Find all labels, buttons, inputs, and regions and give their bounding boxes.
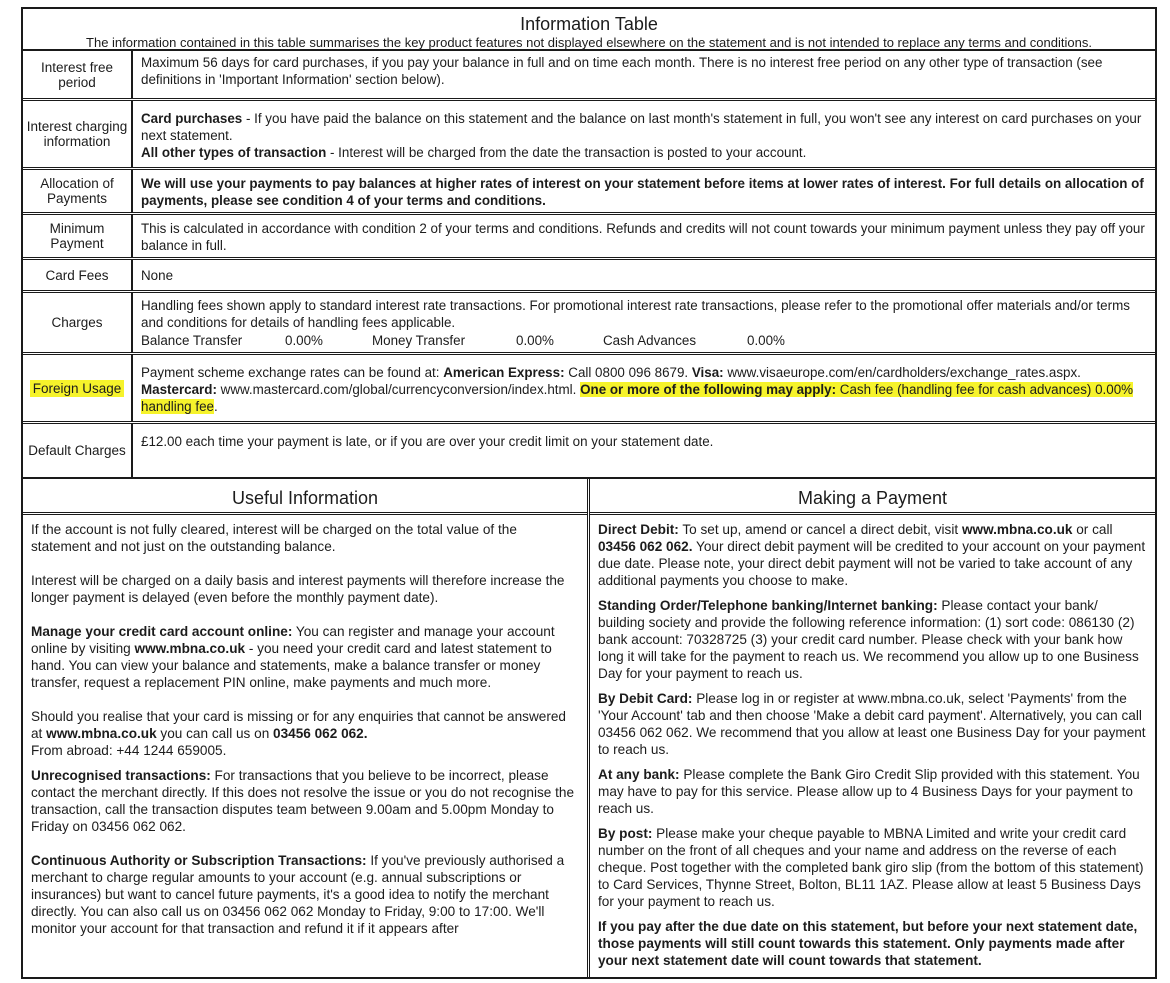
row-allocation-of-payments <box>23 170 1155 215</box>
row-label: Interest charging information <box>23 101 133 167</box>
any-bank-paragraph: At any bank: Please complete the Bank Giro Credit Slip provided with this statement. You may have to pay for this service. Please allow up to 4 Business Days for your payment to reach us. <box>598 767 1140 816</box>
foreign-usage-text: Payment scheme exchange rates can be found at: American Express: Call 0800 096 8679. Visa: www.visaeurope.com/en/cardholders/exchange_rates.aspx. Mastercard: www.mastercard.com/global/currencyconversion/index.html. One or more of the following may apply: Cash fee (handling fee for cash advances) 0.00% handling fee. <box>141 365 1134 414</box>
late-payment-paragraph: If you pay after the due date on this statement, but before your next statement date, those payments will still count towards this statement. Only payments made after your next statement date will count towards that statement. <box>598 919 1138 968</box>
handling-fee-rates <box>141 332 1147 349</box>
useful-info-paragraph: Interest will be charged on a daily basis and interest payments will therefore increase the longer payment is delayed (even before the monthly payment date). <box>31 573 565 605</box>
useful-info-paragraph: If the account is not fully cleared, interest will be charged on the total value of the statement and not just on the outstanding balance. <box>31 522 517 554</box>
interest-free-text: Maximum 56 days for card purchases, if you pay your balance in full and on time each month. There is no interest free period on any other type of transaction (see definitions in 'Important Information' section below). <box>141 55 1103 87</box>
allocation-text: We will use your payments to pay balances at higher rates of interest on your statement before items at lower rates of interest. For full details on allocation of payments, please see condition 4 of your terms and conditions. <box>141 176 1144 208</box>
row-content <box>133 260 1155 290</box>
foreign-usage-highlight: One or more of the following may apply: Cash fee (handling fee for cash advances) 0.00% handling fee <box>141 382 1134 414</box>
row-default-charges <box>23 424 1155 477</box>
default-charges-text: £12.00 each time your payment is late, or if you are over your credit limit on your statement date. <box>141 434 714 449</box>
by-post-paragraph: By post: Please make your cheque payable to MBNA Limited and write your credit card number on the front of all cheques and your name and address on the reverse of each cheque. Post together with the completed bank giro slip (from the bottom of this statement) to Card Services, Thynne Street, Bolton, BL11 1AZ. Please allow at least 5 Business Days for your payment to reach us. <box>598 826 1144 909</box>
row-content <box>133 424 1155 477</box>
missing-card-paragraph: Should you realise that your card is missing or for any enquiries that cannot be answered at www.mbna.co.uk you can call us on 03456 062 062. From abroad: +44 1244 659005. <box>31 709 566 758</box>
row-label: Card Fees <box>23 260 133 290</box>
row-foreign-usage <box>23 355 1155 424</box>
row-label: Interest free period <box>23 51 133 98</box>
balance-transfer-value: 0.00% <box>285 333 323 348</box>
row-interest-charging <box>23 101 1155 170</box>
information-table-header <box>23 9 1155 51</box>
row-label: Minimum Payment <box>23 215 133 257</box>
row-content <box>133 170 1155 212</box>
row-content <box>133 101 1155 167</box>
money-transfer-value: 0.00% <box>516 333 554 348</box>
information-table <box>21 7 1157 479</box>
balance-transfer-label: Balance Transfer <box>141 333 243 348</box>
row-charges <box>23 293 1155 355</box>
card-fees-text: None <box>141 268 174 283</box>
row-content <box>133 355 1155 421</box>
other-transactions-text: All other types of transaction - Interest will be charged from the date the transaction is posted to your account. <box>141 145 807 160</box>
row-label: Allocation of Payments <box>23 170 133 212</box>
foreign-usage-label-highlight: Foreign Usage <box>30 380 125 397</box>
useful-information-panel <box>23 479 590 977</box>
useful-information-title: Useful Information <box>23 479 587 515</box>
information-table-title: Information Table <box>520 14 658 34</box>
useful-information-body <box>23 515 587 960</box>
direct-debit-paragraph: Direct Debit: To set up, amend or cancel a direct debit, visit www.mbna.co.uk or call 03456 062 062. Your direct debit payment will be credited to your account on your payment due date. Please note, your direct debit payment will not be varied to take account of any additional payments you choose to make. <box>598 522 1146 588</box>
row-interest-free-period <box>23 51 1155 101</box>
row-label: Charges <box>23 293 133 352</box>
row-content <box>133 293 1155 352</box>
row-label: Default Charges <box>23 424 133 477</box>
other-transactions-heading: All other types of transaction <box>141 145 327 160</box>
cash-advances-label: Cash Advances <box>603 333 697 348</box>
unrecognised-transactions-paragraph: Unrecognised transactions: For transactions that you believe to be incorrect, please contact the merchant directly. If this does not resolve the issue or you do not recognise the transaction, call the transaction disputes team between 9.00am and 5.00pm Monday to Friday on 03456 062 062. <box>31 768 575 834</box>
card-purchases-heading: Card purchases <box>141 111 243 126</box>
debit-card-paragraph: By Debit Card: Please log in or register at www.mbna.co.uk, select 'Payments' from the 'Your Account' tab and then choose 'Make a debit card payment'. Alternatively, you can call 03456 062 062. We recommend that you allow at least one Business Day for your payment to reach us. <box>598 691 1146 757</box>
row-content <box>133 51 1155 98</box>
standing-order-paragraph: Standing Order/Telephone banking/Internet banking: Please contact your bank/ building society and provide the following reference information: (1) sort code: 086130 (2) bank account: 70328725 (3) your credit card number. Please check with your bank how long it will take for the payment to reach us. We recommend you allow up to one Business Day for your payment to reach us. <box>598 598 1139 681</box>
minimum-payment-text: This is calculated in accordance with condition 2 of your terms and conditions. Refunds and credits will not count towards your minimum payment unless they pay off your balance in full. <box>141 221 1145 253</box>
continuous-authority-paragraph: Continuous Authority or Subscription Transactions: If you've previously authorised a merchant to charge regular amounts to your account (e.g. annual subscriptions or insurances) but want to cancel future payments, it's a good idea to notify the merchant directly. You can also call us on 03456 062 062 Monday to Friday, 9:00 to 17:00. We'll monitor your account for that transaction and refund it if it appears after <box>31 853 565 936</box>
money-transfer-label: Money Transfer <box>372 333 466 348</box>
making-a-payment-title: Making a Payment <box>590 479 1155 515</box>
making-a-payment-panel <box>590 479 1155 977</box>
row-content <box>133 215 1155 257</box>
row-card-fees <box>23 260 1155 293</box>
cash-advances-value: 0.00% <box>747 333 785 348</box>
making-a-payment-body <box>590 515 1155 983</box>
manage-online-paragraph: Manage your credit card account online: You can register and manage your account online by visiting www.mbna.co.uk - you need your credit card and latest statement to hand. You can view your balance and statements, make a balance transfer or money transfer, request a replacement PIN online, make payments and much more. <box>31 624 555 690</box>
row-minimum-payment <box>23 215 1155 260</box>
lower-section <box>21 479 1157 979</box>
information-table-intro: The information contained in this table summarises the key product features not displayed elsewhere on the statement and is not intended to replace any terms and conditions. <box>86 35 1092 50</box>
card-purchases-text: Card purchases - If you have paid the balance on this statement and the balance on last month's statement in full, you won't see any interest on card purchases on your next statement. <box>141 111 1142 143</box>
row-label <box>23 355 133 421</box>
charges-text: Handling fees shown apply to standard interest rate transactions. For promotional interest rate transactions, please refer to the promotional offer materials and/or terms and conditions for details of handling fees applicable. <box>141 298 1130 330</box>
